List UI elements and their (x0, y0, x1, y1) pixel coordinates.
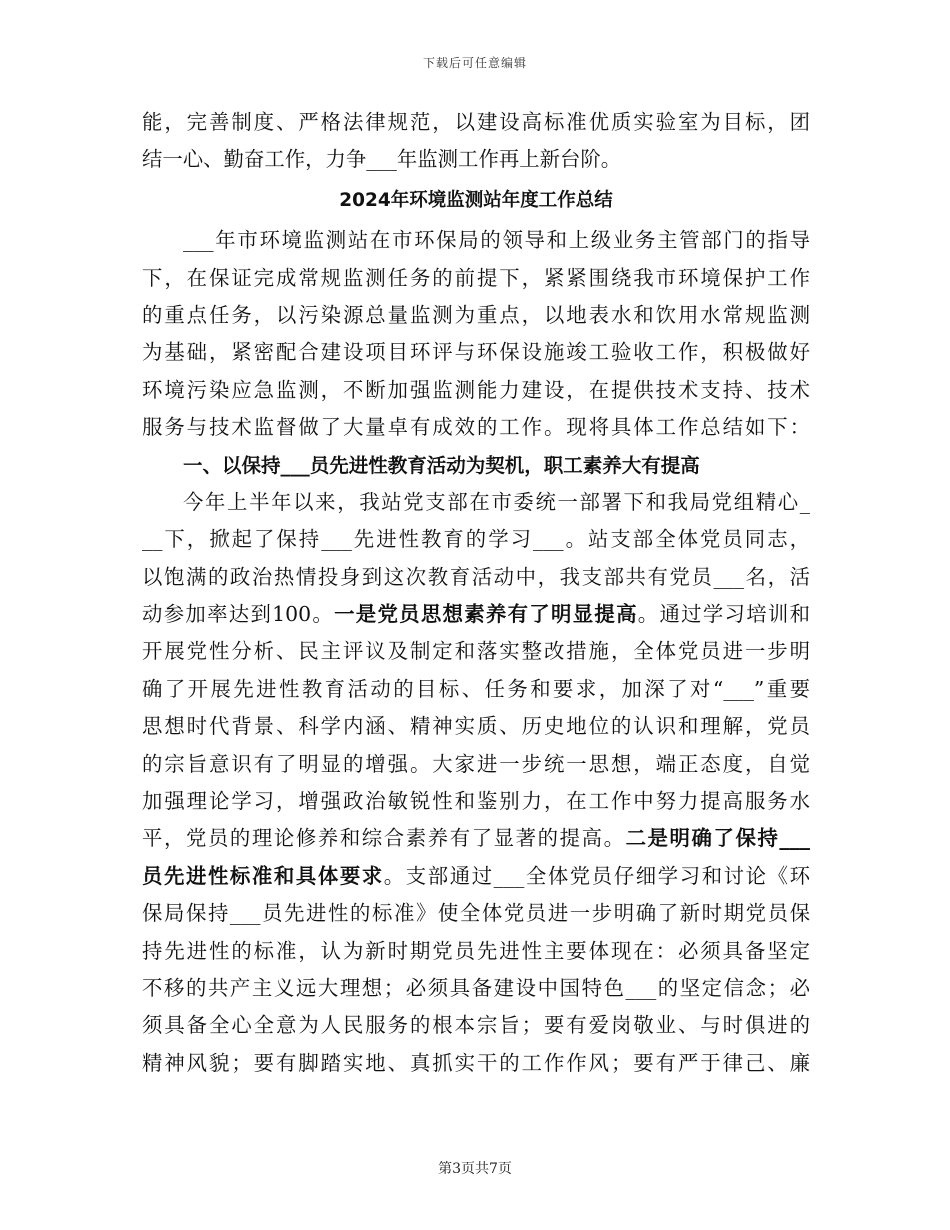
bold-phrase: 员先进性标准和具体要求 (142, 863, 384, 888)
bold-phrase: 一是党员思想素养有了明显提高 (334, 602, 638, 627)
text-line: 的宗旨意识有了明显的增强。大家进一步统一思想，端正态度，自觉 (142, 751, 810, 776)
text-line (142, 596, 810, 633)
text-line: 服务与技术监督做了大量卓有成效的工作。现将具体工作总结如下： (142, 415, 810, 440)
text-line: 持先进性的标准，认为新时期党员先进性主要体现在：必须具备坚定 (142, 938, 810, 963)
bold-phrase: 二是明确了保持___ (625, 826, 810, 851)
text-run: 平，党员的理论修养和综合素养有了显著的提高。 (142, 826, 626, 851)
document-body (142, 104, 810, 1082)
subheading: 一、以保持___员先进性教育活动为契机，职工素养大有提高 (183, 453, 700, 477)
text-line (142, 820, 810, 857)
text-run: 。支部通过___全体党员仔细学习和讨论《环 (383, 863, 810, 888)
text-line: 结一心、勤奋工作，力争___年监测工作再上新台阶。 (142, 147, 622, 172)
section-title: 2024年环境监测站年度工作总结 (339, 189, 613, 211)
text-line: 开展党性分析、民主评议及制定和落实整改措施，全体党员进一步明 (142, 639, 810, 664)
text-line: 精神风貌；要有脚踏实地、真抓实干的工作作风；要有严于律己、廉 (142, 1050, 810, 1075)
text-line: 为基础，紧密配合建设项目环评与环保设施竣工验收工作，积极做好 (142, 340, 810, 365)
text-line: __下，掀起了保持___先进性教育的学习___。站支部全体党员同志， (142, 527, 810, 552)
text-run: 。通过学习培训和 (637, 602, 810, 627)
text-line (142, 858, 810, 895)
page-header: 下载后可任意编辑 (422, 56, 527, 70)
text-line: ___年市环境监测站在市环保局的领导和上级业务主管部门的指导 (183, 228, 810, 253)
text-line: 加强理论学习，增强政治敏锐性和鉴别力，在工作中努力提高服务水 (142, 789, 810, 814)
text-line: 以饱满的政治热情投身到这次教育活动中，我支部共有党员___名，活 (142, 564, 810, 589)
text-line: 环境污染应急监测，不断加强监测能力建设，在提供技术支持、技术 (142, 377, 810, 402)
text-run: 动参加率达到100。 (142, 602, 335, 627)
page-number: 第3页共7页 (438, 1161, 512, 1177)
text-line: 须具备全心全意为人民服务的根本宗旨；要有爱岗敬业、与时俱进的 (142, 1013, 810, 1038)
text-line: 能，完善制度、严格法律规范，以建设高标准优质实验室为目标，团 (142, 110, 810, 134)
text-line: 今年上半年以来，我站党支部在市委统一部署下和我局党组精心_ (183, 489, 810, 514)
text-line: 确了开展先进性教育活动的目标、任务和要求，加深了对“___”重要 (142, 676, 810, 701)
text-line: 不移的共产主义远大理想；必须具备建设中国特色___的坚定信念；必 (142, 975, 810, 1000)
text-line: 的重点任务，以污染源总量监测为重点，以地表水和饮用水常规监测 (142, 302, 810, 327)
text-line: 保局保持___员先进性的标准》使全体党员进一步明确了新时期党员保 (142, 901, 810, 926)
text-line: 下，在保证完成常规监测任务的前提下，紧紧围绕我市环境保护工作 (142, 265, 810, 290)
text-line: 思想时代背景、科学内涵、精神实质、历史地位的认识和理解，党员 (142, 714, 810, 739)
